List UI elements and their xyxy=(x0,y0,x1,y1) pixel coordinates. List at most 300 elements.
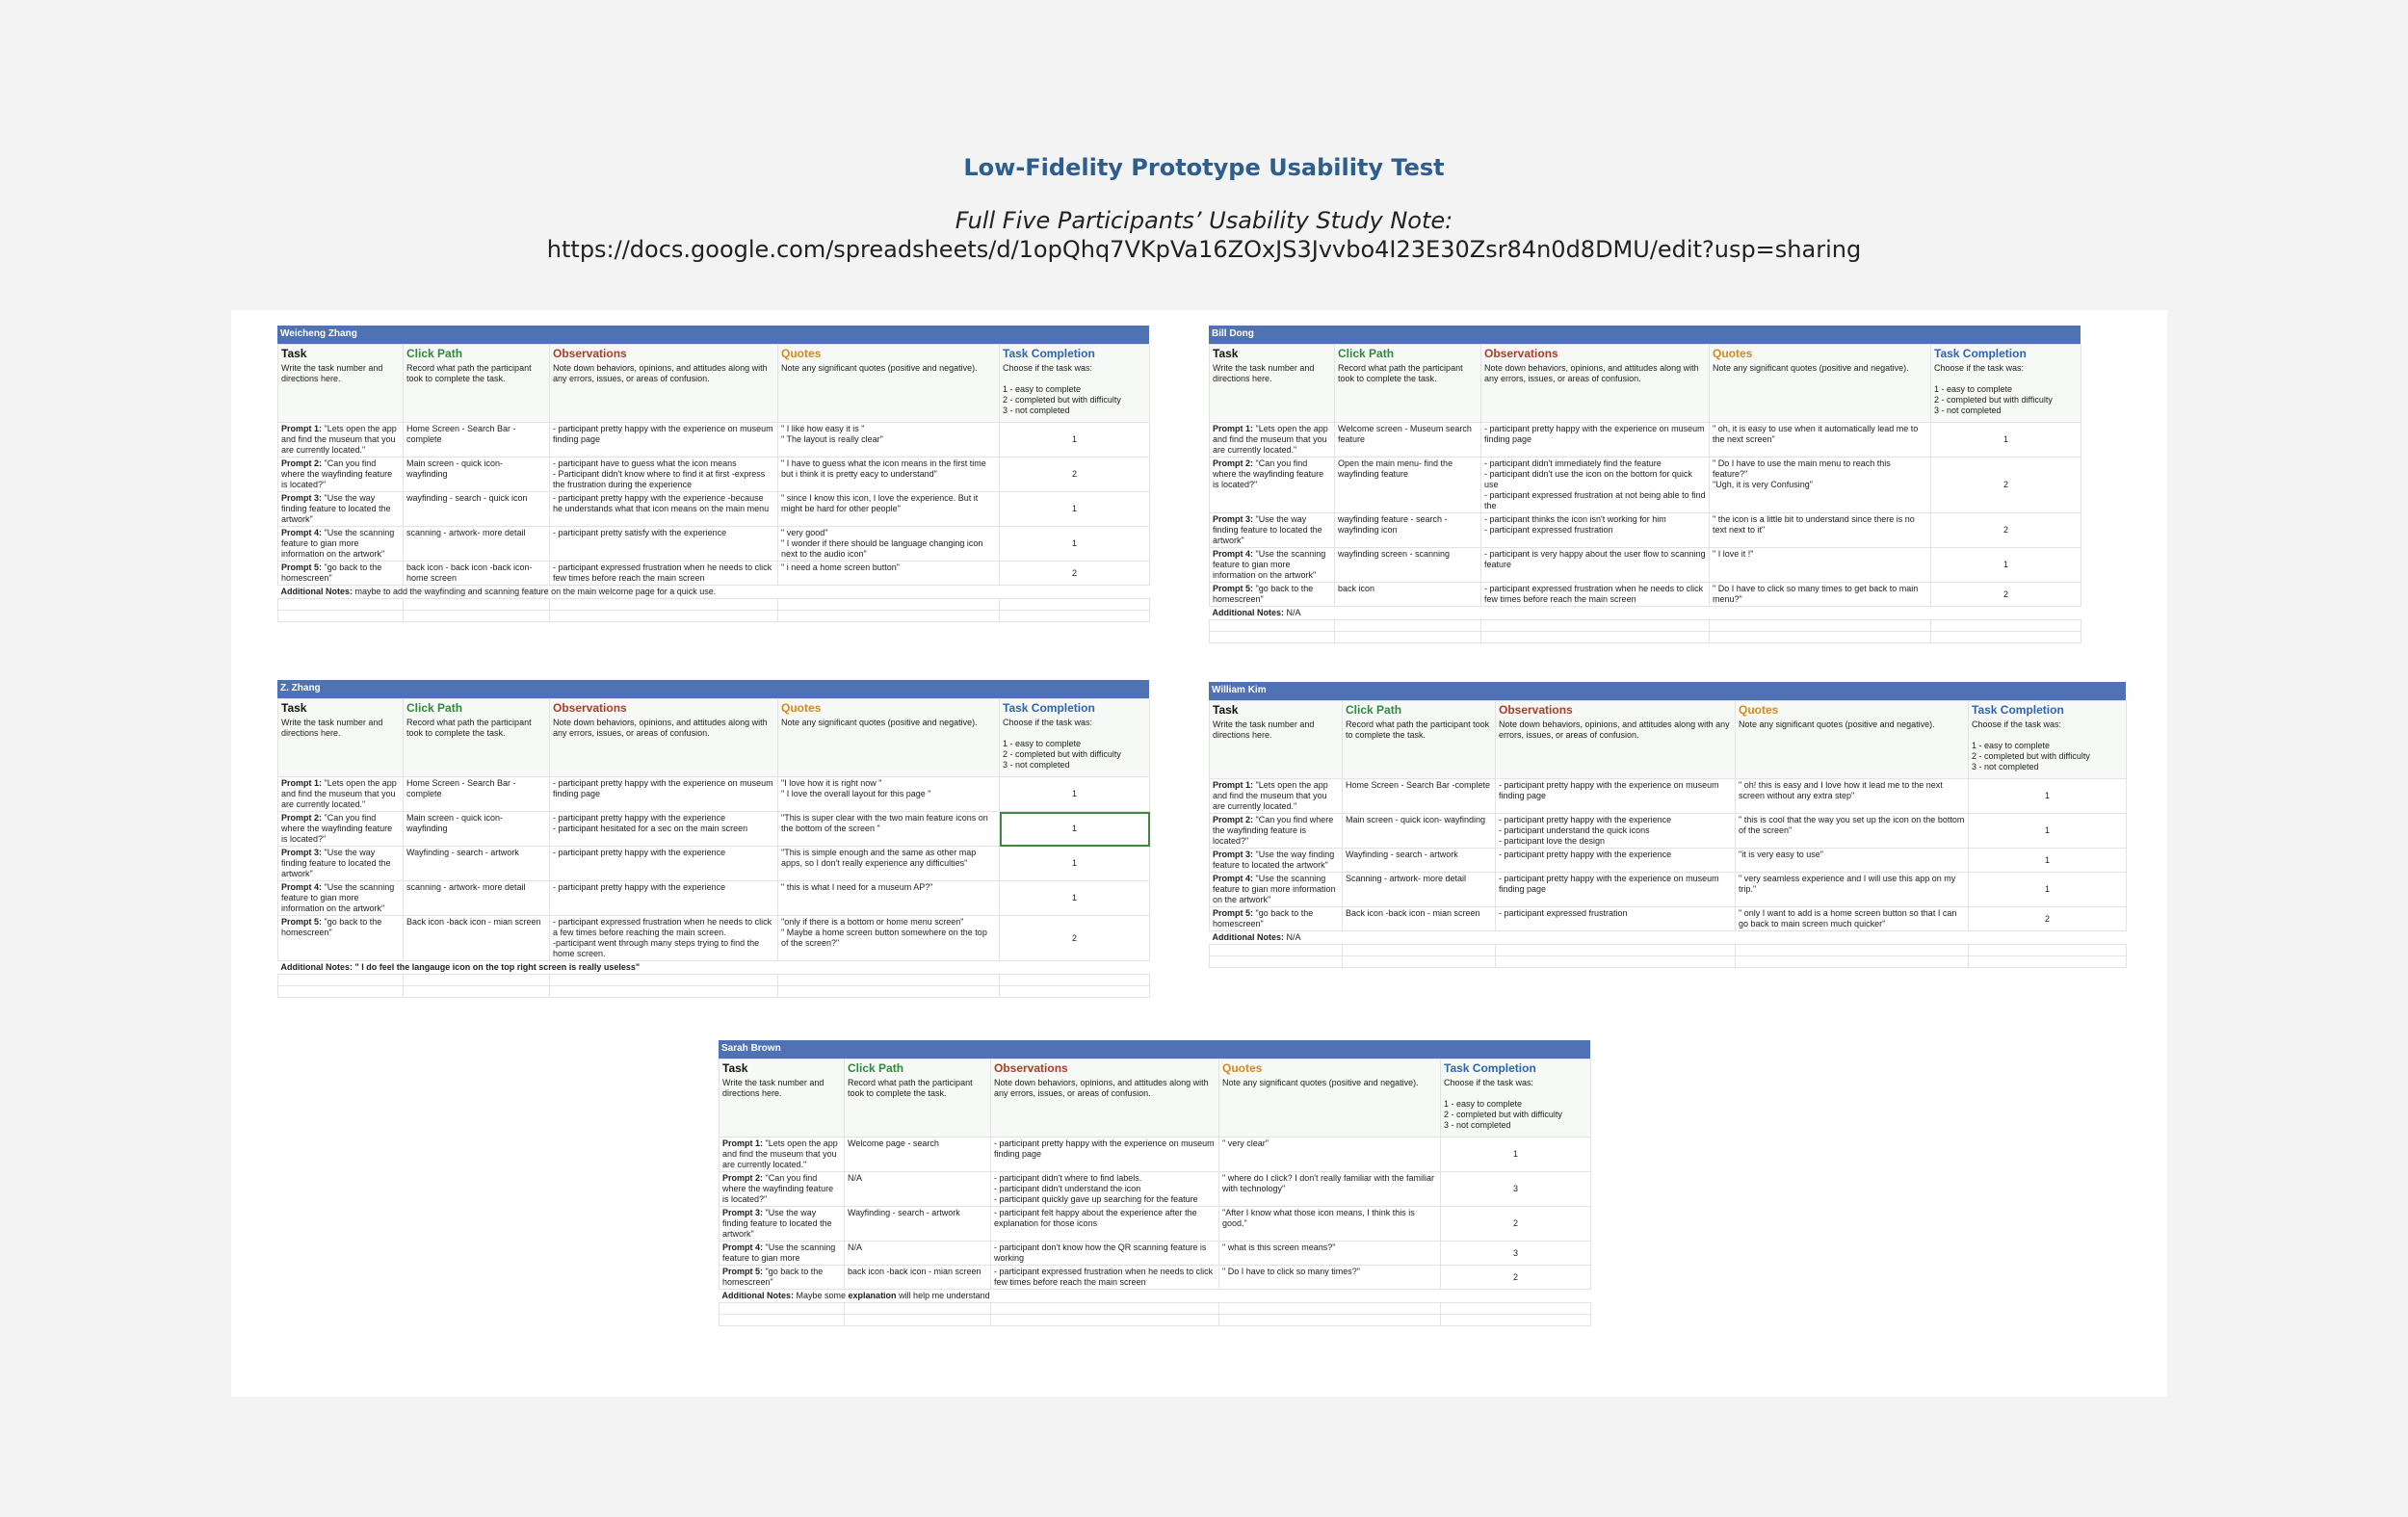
task-cell[interactable] xyxy=(720,1242,845,1266)
notes-row xyxy=(1210,607,2081,620)
header-row xyxy=(1210,345,2081,363)
table-row xyxy=(1210,458,2081,513)
column-header-click[interactable]: Click Path xyxy=(845,1059,991,1078)
prompt-label: Prompt 3: xyxy=(722,1208,764,1217)
task-cell[interactable] xyxy=(278,812,404,847)
quote-cell[interactable]: " I like how easy it is " " The layout is really clear" xyxy=(778,423,1000,458)
column-header-comp[interactable]: Task Completion xyxy=(1931,345,2081,363)
column-header-task[interactable]: Task xyxy=(720,1059,845,1078)
observation-cell[interactable]: - participant pretty happy with the experience on museum finding page xyxy=(1496,779,1736,814)
completion-cell[interactable]: 2 xyxy=(1931,583,2081,607)
click-path-cell[interactable]: scanning - artwork- more detail xyxy=(404,527,550,562)
completion-cell[interactable]: 1 xyxy=(1000,847,1150,881)
table-row xyxy=(1210,814,2127,849)
empty-cell[interactable] xyxy=(1000,599,1150,611)
empty-cell[interactable] xyxy=(278,611,404,622)
empty-cell[interactable] xyxy=(550,599,778,611)
empty-cell[interactable] xyxy=(1000,986,1150,998)
observation-cell[interactable]: - participant pretty happy with the experience on museum finding page xyxy=(1481,423,1710,458)
participant-name[interactable]: Z. Zhang xyxy=(277,680,1149,698)
notes-text: Maybe some xyxy=(796,1291,849,1300)
prompt-text: "Can you find where the wayfinding feature is located?" xyxy=(281,813,393,844)
click-path-cell[interactable]: Back icon -back icon - mian screen xyxy=(1343,907,1496,931)
task-cell[interactable] xyxy=(278,423,404,458)
table-row xyxy=(1210,548,2081,583)
column-description[interactable]: Note down behaviors, opinions, and attitudes along with any errors, issues, or areas of confusion. xyxy=(550,362,778,423)
prompt-label: Prompt 3: xyxy=(281,493,323,503)
column-description[interactable]: Note down behaviors, opinions, and attitudes along with any errors, issues, or areas of confusion. xyxy=(991,1077,1219,1138)
observation-cell[interactable]: - participant pretty happy with the experience on museum finding page xyxy=(550,777,778,812)
click-path-cell[interactable]: Main screen - quick icon- wayfinding xyxy=(404,812,550,847)
column-header-obs[interactable]: Observations xyxy=(1496,701,1736,719)
column-header-quotes[interactable]: Quotes xyxy=(1736,701,1969,719)
quote-cell[interactable]: " the icon is a little bit to understand since there is no text next to it" xyxy=(1710,513,1931,548)
empty-cell[interactable] xyxy=(1000,975,1150,986)
column-description[interactable]: Note any significant quotes (positive and negative). xyxy=(1736,719,1969,779)
empty-cell[interactable] xyxy=(1219,1315,1441,1326)
empty-cell[interactable] xyxy=(1210,632,1335,643)
notes-row xyxy=(1210,931,2127,945)
participant-sheet xyxy=(719,1040,1590,1326)
completion-cell[interactable]: 2 xyxy=(1000,458,1150,492)
click-path-cell[interactable]: Home Screen - Search Bar -complete xyxy=(1343,779,1496,814)
participant-name[interactable]: Bill Dong xyxy=(1209,326,2081,344)
additional-notes-cell[interactable] xyxy=(278,961,1150,975)
click-path-cell[interactable]: wayfinding screen - scanning xyxy=(1335,548,1481,583)
column-header-task[interactable]: Task xyxy=(278,345,404,363)
column-header-click[interactable]: Click Path xyxy=(1343,701,1496,719)
legend-item: 1 - easy to complete xyxy=(1972,741,2051,750)
click-path-cell[interactable]: Wayfinding - search - artwork xyxy=(404,847,550,881)
participant-name[interactable]: William Kim xyxy=(1209,682,2126,700)
notes-text: N/A xyxy=(1286,608,1301,617)
empty-cell[interactable] xyxy=(550,611,778,622)
table-row xyxy=(1210,907,2127,931)
column-header-click[interactable]: Click Path xyxy=(1335,345,1481,363)
click-path-cell[interactable]: Back icon -back icon - mian screen xyxy=(404,916,550,961)
description-row xyxy=(1210,719,2127,779)
observation-cell[interactable]: - participant pretty happy with the experience on museum finding page xyxy=(991,1138,1219,1172)
empty-cell[interactable] xyxy=(550,986,778,998)
empty-row xyxy=(1210,956,2127,968)
observation-cell[interactable]: - participant don't know how the QR scanning feature is working xyxy=(991,1242,1219,1266)
completion-cell[interactable]: 2 xyxy=(1000,916,1150,961)
completion-cell[interactable]: 1 xyxy=(1969,849,2127,873)
quote-cell[interactable]: "only if there is a bottom or home menu screen" " Maybe a home screen button somewhere on the top of the screen?" xyxy=(778,916,1000,961)
observation-cell[interactable]: - participant pretty happy with the experience xyxy=(550,847,778,881)
quote-cell[interactable]: " since I know this icon, I love the experience. But it might be hard for other people" xyxy=(778,492,1000,527)
observation-cell[interactable]: - participant expressed frustration when he needs to click few times before reach the main screen xyxy=(991,1266,1219,1290)
notes-row xyxy=(278,961,1150,975)
column-header-click[interactable]: Click Path xyxy=(404,345,550,363)
column-header-task[interactable]: Task xyxy=(1210,345,1335,363)
empty-cell[interactable] xyxy=(278,986,404,998)
prompt-text: "go back to the homescreen" xyxy=(1213,908,1314,929)
click-path-cell[interactable]: Open the main menu- find the wayfinding feature xyxy=(1335,458,1481,513)
prompt-label: Prompt 3: xyxy=(1213,514,1254,524)
observation-cell[interactable]: - participant pretty happy with the experience -because he understands what that icon means on the main menu xyxy=(550,492,778,527)
column-header-comp[interactable]: Task Completion xyxy=(1441,1059,1591,1078)
empty-cell[interactable] xyxy=(991,1315,1219,1326)
column-header-obs[interactable]: Observations xyxy=(1481,345,1710,363)
prompt-text: "Use the scanning feature to gian more information on the artwork" xyxy=(281,528,395,559)
notes-text: maybe to add the wayfinding and scanning feature on the main welcome page for a quick use. xyxy=(354,587,717,596)
click-path-cell[interactable]: back icon xyxy=(1335,583,1481,607)
column-header-quotes[interactable]: Quotes xyxy=(778,345,1000,363)
task-cell[interactable] xyxy=(278,492,404,527)
additional-notes-cell[interactable] xyxy=(1210,931,2127,945)
quote-cell[interactable]: " what is this screen means?" xyxy=(1219,1242,1441,1266)
column-description[interactable]: Note any significant quotes (positive and negative). xyxy=(778,362,1000,423)
table-row xyxy=(278,916,1150,961)
empty-cell[interactable] xyxy=(1000,611,1150,622)
completion-legend[interactable] xyxy=(1000,717,1150,777)
completion-cell[interactable]: 1 xyxy=(1000,492,1150,527)
completion-cell[interactable]: 1 xyxy=(1969,814,2127,849)
column-description[interactable]: Write the task number and directions here. xyxy=(1210,719,1343,779)
quote-cell[interactable]: " oh! this is easy and I love how it lead me to the next screen without any extra step" xyxy=(1736,779,1969,814)
empty-cell[interactable] xyxy=(778,975,1000,986)
click-path-cell[interactable]: Wayfinding - search - artwork xyxy=(845,1207,991,1242)
click-path-cell[interactable]: Welcome page - search xyxy=(845,1138,991,1172)
prompt-label: Prompt 1: xyxy=(1213,424,1254,433)
participant-name[interactable]: Weicheng Zhang xyxy=(277,326,1149,344)
empty-cell[interactable] xyxy=(278,599,404,611)
table-row xyxy=(720,1138,1591,1172)
task-cell[interactable] xyxy=(720,1172,845,1207)
column-header-comp[interactable]: Task Completion xyxy=(1000,345,1150,363)
prompt-text: "Can you find where the wayfinding feature is located?" xyxy=(1213,458,1324,489)
empty-cell[interactable] xyxy=(1481,620,1710,632)
quote-cell[interactable]: " this is cool that the way you set up the icon on the bottom of the screen" xyxy=(1736,814,1969,849)
observation-cell[interactable]: - participant have to guess what the icon means - Participant didn't know where to find it at first -express the frustration during the experience xyxy=(550,458,778,492)
empty-row xyxy=(1210,945,2127,956)
click-path-cell[interactable]: scanning - artwork- more detail xyxy=(404,881,550,916)
empty-cell[interactable] xyxy=(1441,1303,1591,1315)
click-path-cell[interactable]: N/A xyxy=(845,1172,991,1207)
observation-cell[interactable]: - participant pretty happy with the experience on museum finding page xyxy=(1496,873,1736,907)
column-header-obs[interactable]: Observations xyxy=(550,699,778,718)
completion-cell[interactable]: 1 xyxy=(1969,779,2127,814)
quote-cell[interactable]: " I love it !" xyxy=(1710,548,1931,583)
observation-cell[interactable]: - participant is very happy about the user flow to scanning feature xyxy=(1481,548,1710,583)
notes-row xyxy=(720,1290,1591,1303)
observation-cell[interactable]: - participant pretty happy with the experience - participant understand the quick icons - participant love the design xyxy=(1496,814,1736,849)
empty-cell[interactable] xyxy=(1736,945,1969,956)
empty-cell[interactable] xyxy=(1496,956,1736,968)
completion-cell[interactable]: 1 xyxy=(1000,423,1150,458)
task-cell[interactable] xyxy=(1210,907,1343,931)
task-cell[interactable] xyxy=(1210,513,1335,548)
observation-cell[interactable]: - participant pretty happy with the experience on museum finding page xyxy=(550,423,778,458)
empty-cell[interactable] xyxy=(404,599,550,611)
column-header-comp[interactable]: Task Completion xyxy=(1969,701,2127,719)
empty-cell[interactable] xyxy=(1481,632,1710,643)
click-path-cell[interactable]: wayfinding feature - search - wayfinding icon xyxy=(1335,513,1481,548)
empty-cell[interactable] xyxy=(1343,945,1496,956)
completion-cell[interactable]: 1 xyxy=(1931,423,2081,458)
quote-cell[interactable]: " very good" " I wonder if there should be language changing icon next to the audio icon" xyxy=(778,527,1000,562)
completion-cell[interactable]: 1 xyxy=(1000,881,1150,916)
quote-cell[interactable]: "it is very easy to use" xyxy=(1736,849,1969,873)
click-path-cell[interactable]: Home Screen - Search Bar -complete xyxy=(404,423,550,458)
column-description[interactable]: Note down behaviors, opinions, and attitudes along with any errors, issues, or areas of confusion. xyxy=(1496,719,1736,779)
empty-cell[interactable] xyxy=(550,975,778,986)
legend-item: 3 - not completed xyxy=(1444,1120,1511,1130)
participant-sheet xyxy=(1209,326,2081,643)
quote-cell[interactable]: " very clear" xyxy=(1219,1138,1441,1172)
task-cell[interactable] xyxy=(1210,458,1335,513)
task-cell[interactable] xyxy=(1210,779,1343,814)
task-cell[interactable] xyxy=(1210,548,1335,583)
completion-cell[interactable]: 1 xyxy=(1931,548,2081,583)
empty-cell[interactable] xyxy=(404,986,550,998)
prompt-text: "Lets open the app and find the museum that you are currently located." xyxy=(1213,780,1328,811)
quote-cell[interactable]: "After I know what those icon means, I think this is good." xyxy=(1219,1207,1441,1242)
column-description[interactable]: Record what path the participant took to complete the task. xyxy=(404,717,550,777)
completion-legend[interactable] xyxy=(1931,362,2081,423)
click-path-cell[interactable]: wayfinding - search - quick icon xyxy=(404,492,550,527)
additional-notes-cell[interactable] xyxy=(278,586,1150,599)
notes-label: Additional Notes: xyxy=(280,587,353,596)
quote-cell[interactable]: " this is what I need for a museum AP?" xyxy=(778,881,1000,916)
empty-cell[interactable] xyxy=(1969,945,2127,956)
quote-cell[interactable]: "This is simple enough and the same as other map apps, so I don't really experience any difficulties" xyxy=(778,847,1000,881)
column-header-click[interactable]: Click Path xyxy=(404,699,550,718)
empty-row xyxy=(720,1315,1591,1326)
notes-label: Additional Notes: xyxy=(280,962,353,972)
observation-cell[interactable]: - participant didn't where to find labels. - participant didn't understand the icon - participant quickly gave up searching for the feature xyxy=(991,1172,1219,1207)
completion-cell[interactable]: 2 xyxy=(1441,1207,1591,1242)
legend-item: 3 - not completed xyxy=(1003,760,1070,770)
task-cell[interactable] xyxy=(1210,423,1335,458)
completion-cell[interactable]: 1 xyxy=(1441,1138,1591,1172)
additional-notes-cell[interactable] xyxy=(1210,607,2081,620)
empty-cell[interactable] xyxy=(1736,956,1969,968)
completion-legend[interactable] xyxy=(1969,719,2127,779)
click-path-cell[interactable]: Welcome screen - Museum search feature xyxy=(1335,423,1481,458)
task-cell[interactable] xyxy=(1210,583,1335,607)
quote-cell[interactable]: " only I want to add is a home screen button so that I can go back to main screen much quicker" xyxy=(1736,907,1969,931)
participant-sheet xyxy=(277,326,1149,622)
completion-cell[interactable]: 1 xyxy=(1000,777,1150,812)
observation-cell[interactable]: - participant pretty happy with the experience xyxy=(550,881,778,916)
column-description[interactable]: Note any significant quotes (positive and negative). xyxy=(1710,362,1931,423)
empty-cell[interactable] xyxy=(778,986,1000,998)
table-row xyxy=(278,777,1150,812)
quote-cell[interactable]: " i need a home screen button" xyxy=(778,562,1000,586)
quote-cell[interactable]: " oh, it is easy to use when it automatically lead me to the next screen" xyxy=(1710,423,1931,458)
prompt-label: Prompt 5: xyxy=(281,562,323,572)
observation-cell[interactable]: - participant thinks the icon isn't working for him - participant expressed frustration xyxy=(1481,513,1710,548)
column-header-task[interactable]: Task xyxy=(278,699,404,718)
column-description[interactable]: Record what path the participant took to complete the task. xyxy=(1335,362,1481,423)
task-cell[interactable] xyxy=(1210,849,1343,873)
legend-intro: Choose if the task was: xyxy=(1444,1078,1534,1087)
empty-cell[interactable] xyxy=(845,1303,991,1315)
completion-legend[interactable] xyxy=(1441,1077,1591,1138)
empty-cell[interactable] xyxy=(778,599,1000,611)
empty-cell[interactable] xyxy=(1710,632,1931,643)
column-header-task[interactable]: Task xyxy=(1210,701,1343,719)
observation-cell[interactable]: - participant felt happy about the experience after the explanation for those icons xyxy=(991,1207,1219,1242)
completion-cell[interactable]: 2 xyxy=(1000,562,1150,586)
notes-label: Additional Notes: xyxy=(721,1291,794,1300)
task-cell[interactable] xyxy=(278,881,404,916)
click-path-cell[interactable]: Home Screen - Search Bar -complete xyxy=(404,777,550,812)
observation-cell[interactable]: - participant pretty happy with the experience - participant hesitated for a sec on the main screen xyxy=(550,812,778,847)
column-header-quotes[interactable]: Quotes xyxy=(1219,1059,1441,1078)
quote-cell[interactable]: " Do I have to use the main menu to reach this feature?" "Ugh, it is very Confusing" xyxy=(1710,458,1931,513)
prompt-label: Prompt 1: xyxy=(281,424,323,433)
observation-cell[interactable]: - participant didn't immediately find the feature - participant didn't use the icon on the bottom for quick use - participant expressed frustration at not being able to find the xyxy=(1481,458,1710,513)
empty-cell[interactable] xyxy=(1210,956,1343,968)
column-description[interactable]: Note down behaviors, opinions, and attitudes along with any errors, issues, or areas of confusion. xyxy=(550,717,778,777)
empty-cell[interactable] xyxy=(991,1303,1219,1315)
empty-cell[interactable] xyxy=(1441,1315,1591,1326)
table-row xyxy=(720,1266,1591,1290)
empty-cell[interactable] xyxy=(1210,945,1343,956)
table-row xyxy=(1210,583,2081,607)
click-path-cell[interactable]: Main screen - quick icon- wayfinding xyxy=(404,458,550,492)
prompt-text: "Use the way finding feature to located the artwork" xyxy=(281,493,391,524)
table-row xyxy=(720,1207,1591,1242)
empty-cell[interactable] xyxy=(1931,632,2081,643)
prompt-text: "Use the scanning feature to gian more information on the artwork" xyxy=(1213,549,1326,580)
click-path-cell[interactable]: back icon - back icon -back icon-home screen xyxy=(404,562,550,586)
column-description[interactable]: Write the task number and directions here. xyxy=(278,717,404,777)
prompt-text: "go back to the homescreen" xyxy=(281,562,382,583)
column-header-obs[interactable]: Observations xyxy=(991,1059,1219,1078)
column-header-quotes[interactable]: Quotes xyxy=(778,699,1000,718)
table-row xyxy=(278,492,1150,527)
observation-cell[interactable]: - participant pretty happy with the experience xyxy=(1496,849,1736,873)
prompt-label: Prompt 5: xyxy=(1213,584,1254,593)
participant-name[interactable]: Sarah Brown xyxy=(719,1040,1590,1059)
column-description[interactable]: Record what path the participant took to complete the task. xyxy=(1343,719,1496,779)
empty-cell[interactable] xyxy=(720,1315,845,1326)
quote-cell[interactable]: " Do I have to click so many times to get back to main menu?" xyxy=(1710,583,1931,607)
empty-cell[interactable] xyxy=(778,611,1000,622)
click-path-cell[interactable]: Main screen - quick icon- wayfinding xyxy=(1343,814,1496,849)
table-row xyxy=(278,562,1150,586)
prompt-label: Prompt 5: xyxy=(722,1267,764,1276)
column-description[interactable]: Note down behaviors, opinions, and attitudes along with any errors, issues, or areas of confusion. xyxy=(1481,362,1710,423)
column-description[interactable]: Write the task number and directions here. xyxy=(1210,362,1335,423)
completion-legend[interactable] xyxy=(1000,362,1150,423)
empty-cell[interactable] xyxy=(1210,620,1335,632)
task-cell[interactable] xyxy=(720,1207,845,1242)
completion-cell[interactable]: 1 xyxy=(1000,527,1150,562)
task-cell[interactable] xyxy=(278,458,404,492)
task-cell[interactable] xyxy=(1210,873,1343,907)
empty-cell[interactable] xyxy=(404,611,550,622)
column-description[interactable]: Note any significant quotes (positive and negative). xyxy=(778,717,1000,777)
quote-cell[interactable]: "I love how it is right now " " I love the overall layout for this page " xyxy=(778,777,1000,812)
column-header-quotes[interactable]: Quotes xyxy=(1710,345,1931,363)
task-cell[interactable] xyxy=(278,527,404,562)
task-cell[interactable] xyxy=(278,562,404,586)
empty-cell[interactable] xyxy=(1219,1303,1441,1315)
empty-cell[interactable] xyxy=(1710,620,1931,632)
completion-cell[interactable]: 2 xyxy=(1969,907,2127,931)
participant-sheet xyxy=(277,680,1149,998)
prompt-label: Prompt 3: xyxy=(281,848,323,857)
quote-cell[interactable]: " very seamless experience and I will use this app on my trip." xyxy=(1736,873,1969,907)
task-cell[interactable] xyxy=(278,847,404,881)
column-description[interactable]: Write the task number and directions here. xyxy=(278,362,404,423)
completion-cell[interactable]: 3 xyxy=(1441,1242,1591,1266)
observation-cell[interactable]: - participant expressed frustration when he needs to click few times before reach the main screen xyxy=(1481,583,1710,607)
prompt-text: "Use the way finding feature to located the artwork" xyxy=(722,1208,832,1239)
completion-cell[interactable]: 1 xyxy=(1969,873,2127,907)
empty-cell[interactable] xyxy=(845,1315,991,1326)
completion-cell[interactable]: 1 xyxy=(1000,812,1150,847)
empty-cell[interactable] xyxy=(1343,956,1496,968)
prompt-label: Prompt 4: xyxy=(722,1242,764,1252)
header-row xyxy=(278,345,1150,363)
prompt-text: "Lets open the app and find the museum that you are currently located." xyxy=(281,778,397,809)
observation-cell[interactable]: - participant expressed frustration xyxy=(1496,907,1736,931)
legend-item: 1 - easy to complete xyxy=(1934,384,2013,394)
task-cell[interactable] xyxy=(720,1138,845,1172)
column-header-obs[interactable]: Observations xyxy=(550,345,778,363)
additional-notes-cell[interactable] xyxy=(720,1290,1591,1303)
empty-cell[interactable] xyxy=(278,975,404,986)
prompt-text: "Use the way finding feature to located the artwork" xyxy=(1213,514,1322,545)
empty-cell[interactable] xyxy=(404,975,550,986)
study-link[interactable]: https://docs.google.com/spreadsheets/d/1opQhq7VKpVa16ZOxJS3Jvvbo4I23E30Zsr84n0d8DMU/edit?usp=sharing xyxy=(546,236,1862,263)
quote-cell[interactable]: " I have to guess what the icon means in the first time but i think it is pretty eacy to understand" xyxy=(778,458,1000,492)
empty-cell[interactable] xyxy=(1335,620,1481,632)
quote-cell[interactable]: "This is super clear with the two main feature icons on the bottom of the screen " xyxy=(778,812,1000,847)
task-cell[interactable] xyxy=(278,777,404,812)
column-description[interactable]: Write the task number and directions here. xyxy=(720,1077,845,1138)
empty-cell[interactable] xyxy=(1496,945,1736,956)
completion-cell[interactable]: 2 xyxy=(1931,458,2081,513)
task-cell[interactable] xyxy=(720,1266,845,1290)
empty-cell[interactable] xyxy=(1969,956,2127,968)
observation-cell[interactable]: - participant pretty satisfy with the experience xyxy=(550,527,778,562)
observation-cell[interactable]: - participant expressed frustration when he needs to click few times before reach the main screen xyxy=(550,562,778,586)
quote-cell[interactable]: " Do I have to click so many times?" xyxy=(1219,1266,1441,1290)
empty-cell[interactable] xyxy=(720,1303,845,1315)
column-description[interactable]: Record what path the participant took to complete the task. xyxy=(845,1077,991,1138)
prompt-text: "Lets open the app and find the museum that you are currently located." xyxy=(281,424,397,455)
prompt-text: "go back to the homescreen" xyxy=(281,917,382,937)
table-row xyxy=(1210,849,2127,873)
quote-cell[interactable]: " where do I click? I don't really familiar with the familiar with technology" xyxy=(1219,1172,1441,1207)
legend-item: 3 - not completed xyxy=(1972,762,2039,772)
column-description[interactable]: Note any significant quotes (positive and negative). xyxy=(1219,1077,1441,1138)
click-path-cell[interactable]: Scanning - artwork- more detail xyxy=(1343,873,1496,907)
column-header-comp[interactable]: Task Completion xyxy=(1000,699,1150,718)
task-cell[interactable] xyxy=(278,916,404,961)
task-cell[interactable] xyxy=(1210,814,1343,849)
click-path-cell[interactable]: Wayfinding - search - artwork xyxy=(1343,849,1496,873)
click-path-cell[interactable]: back icon -back icon - mian screen xyxy=(845,1266,991,1290)
empty-cell[interactable] xyxy=(1931,620,2081,632)
prompt-label: Prompt 2: xyxy=(1213,815,1254,824)
click-path-cell[interactable]: N/A xyxy=(845,1242,991,1266)
column-description[interactable]: Record what path the participant took to complete the task. xyxy=(404,362,550,423)
completion-cell[interactable]: 3 xyxy=(1441,1172,1591,1207)
completion-cell[interactable]: 2 xyxy=(1931,513,2081,548)
empty-cell[interactable] xyxy=(1335,632,1481,643)
prompt-label: Prompt 2: xyxy=(722,1173,764,1183)
observation-cell[interactable]: - participant expressed frustration when he needs to click a few times before reaching the main screen. -participant went through many steps trying to find the home screen. xyxy=(550,916,778,961)
completion-cell[interactable]: 2 xyxy=(1441,1266,1591,1290)
